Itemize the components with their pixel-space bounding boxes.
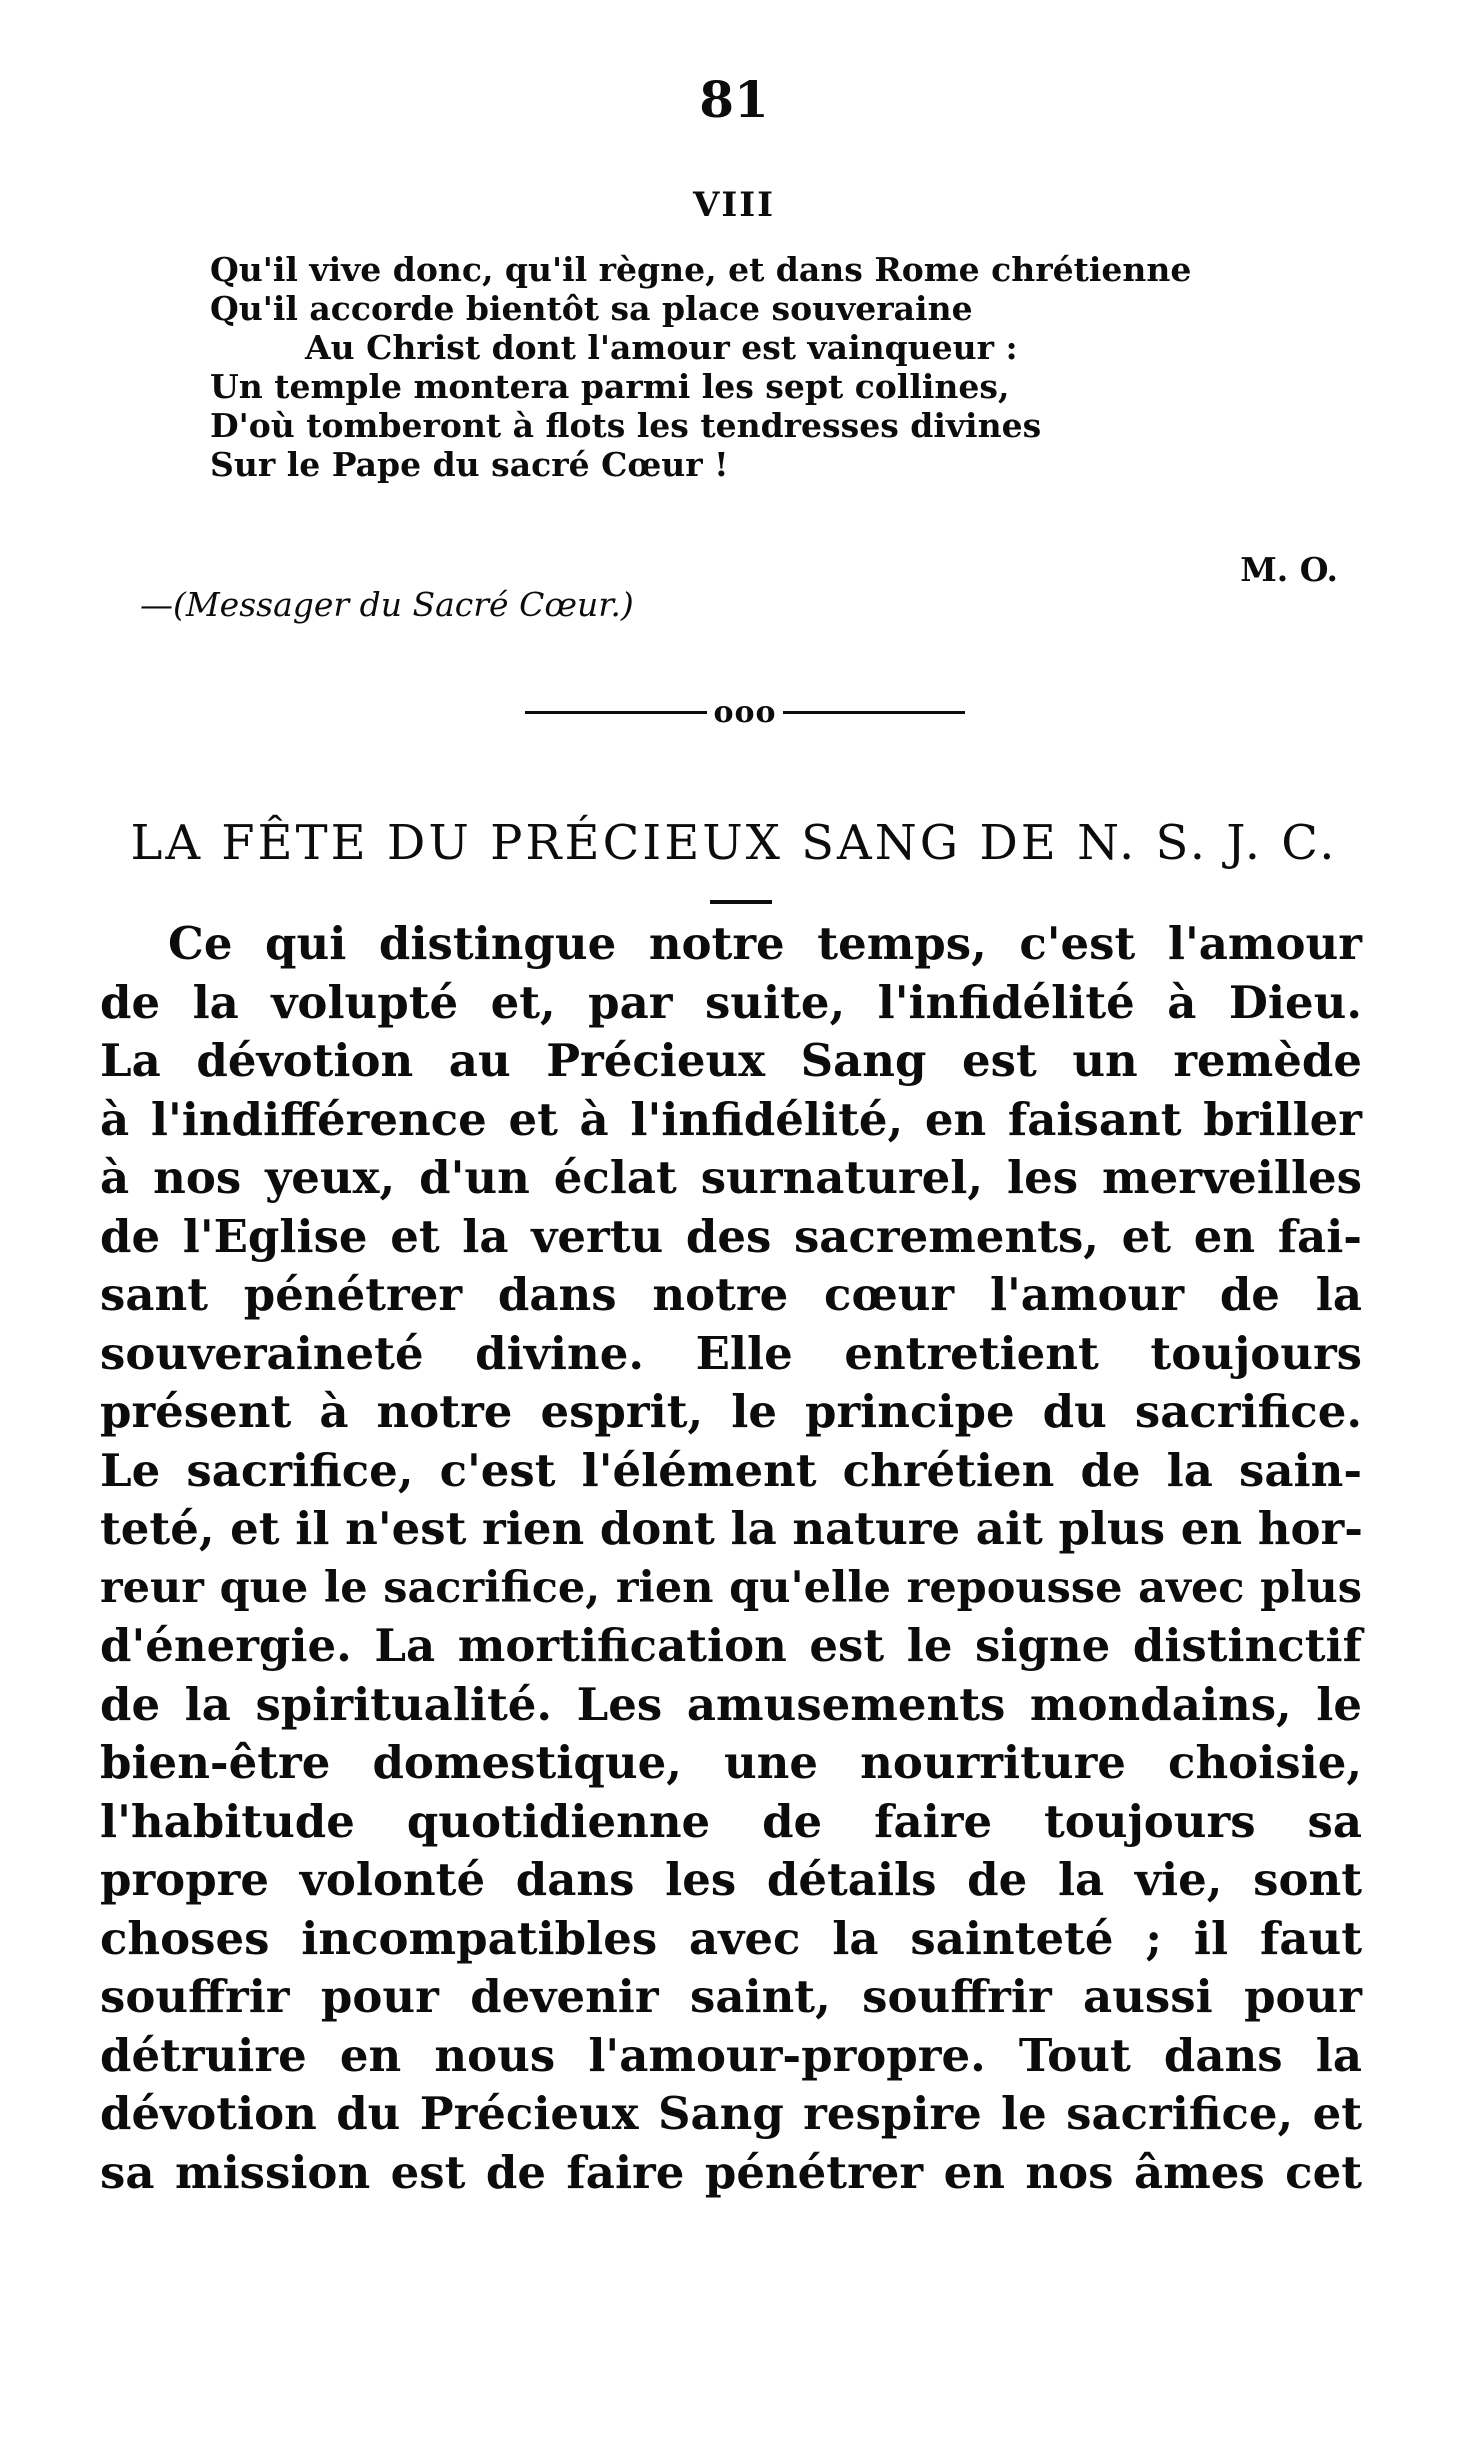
body-line: sant pénétrer dans notre cœur l'amour de la <box>100 1268 1362 1321</box>
body-line: Le sacrifice, c'est l'élément chrétien de la sain- <box>100 1443 1362 1497</box>
poem-line: Qu'il vive donc, qu'il règne, et dans Rome chrétienne <box>210 250 1192 289</box>
poem-line: D'où tomberont à flots les tendresses divines <box>210 406 1042 445</box>
poem-signature: M. O. <box>1240 550 1338 589</box>
body-line: à nos yeux, d'un éclat surnaturel, les merveilles <box>100 1151 1362 1204</box>
body-line: présent à notre esprit, le principe du sacrifice. <box>100 1385 1362 1438</box>
separator-ornament: ooo <box>713 695 777 730</box>
body-line: de la spiritualité. Les amusements mondains, le <box>100 1677 1362 1731</box>
body-line: La dévotion au Précieux Sang est un remède <box>100 1034 1362 1087</box>
body-line: Ce qui distingue notre temps, c'est l'amour <box>168 917 1362 970</box>
body-line: d'énergie. La mortification est le signe distinctif <box>100 1619 1362 1672</box>
body-line: à l'indifférence et à l'infidélité, en faisant briller <box>100 1092 1362 1146</box>
poem-source: —(Messager du Sacré Cœur.) <box>140 585 634 624</box>
separator-rule-right <box>783 711 965 714</box>
body-line: dévotion du Précieux Sang respire le sacrifice, et <box>100 2087 1362 2140</box>
poem-stanza <box>210 250 1360 484</box>
section-number: VIII <box>692 185 776 225</box>
separator-rule-left <box>525 711 707 714</box>
body-line: souveraineté divine. Elle entretient toujours <box>100 1326 1362 1380</box>
body-line: de l'Eglise et la vertu des sacrements, et en fai- <box>100 1209 1362 1263</box>
body-line: propre volonté dans les détails de la vie, sont <box>100 1853 1362 1906</box>
poem-line: Sur le Pape du sacré Cœur ! <box>210 445 729 484</box>
article-body <box>100 915 1362 2202</box>
article-title: LA FÊTE DU PRÉCIEUX SANG DE N. S. J. C. <box>130 815 1338 871</box>
body-line: l'habitude quotidienne de faire toujours sa <box>100 1794 1362 1848</box>
section-separator <box>525 695 965 730</box>
body-line: de la volupté et, par suite, l'infidélité à Dieu. <box>100 975 1362 1029</box>
body-line: souffrir pour devenir saint, souffrir aussi pour <box>100 1970 1362 2023</box>
body-line: sa mission est de faire pénétrer en nos âmes cet <box>100 2145 1362 2199</box>
title-dash <box>710 900 772 904</box>
page-number: 81 <box>699 70 769 129</box>
poem-line: Un temple montera parmi les sept collines, <box>210 367 1010 406</box>
body-line: teté, et il n'est rien dont la nature ait plus en hor- <box>100 1502 1363 1555</box>
body-line: détruire en nous l'amour-propre. Tout dans la <box>100 2028 1362 2082</box>
body-line: reur que le sacrifice, rien qu'elle repousse avec plus <box>100 1562 1362 1613</box>
poem-line: Qu'il accorde bientôt sa place souveraine <box>210 289 973 328</box>
body-line: bien-être domestique, une nourriture choisie, <box>100 1736 1362 1789</box>
poem-line: Au Christ dont l'amour est vainqueur : <box>305 328 1018 367</box>
body-line: choses incompatibles avec la sainteté ; il faut <box>100 1911 1362 1965</box>
